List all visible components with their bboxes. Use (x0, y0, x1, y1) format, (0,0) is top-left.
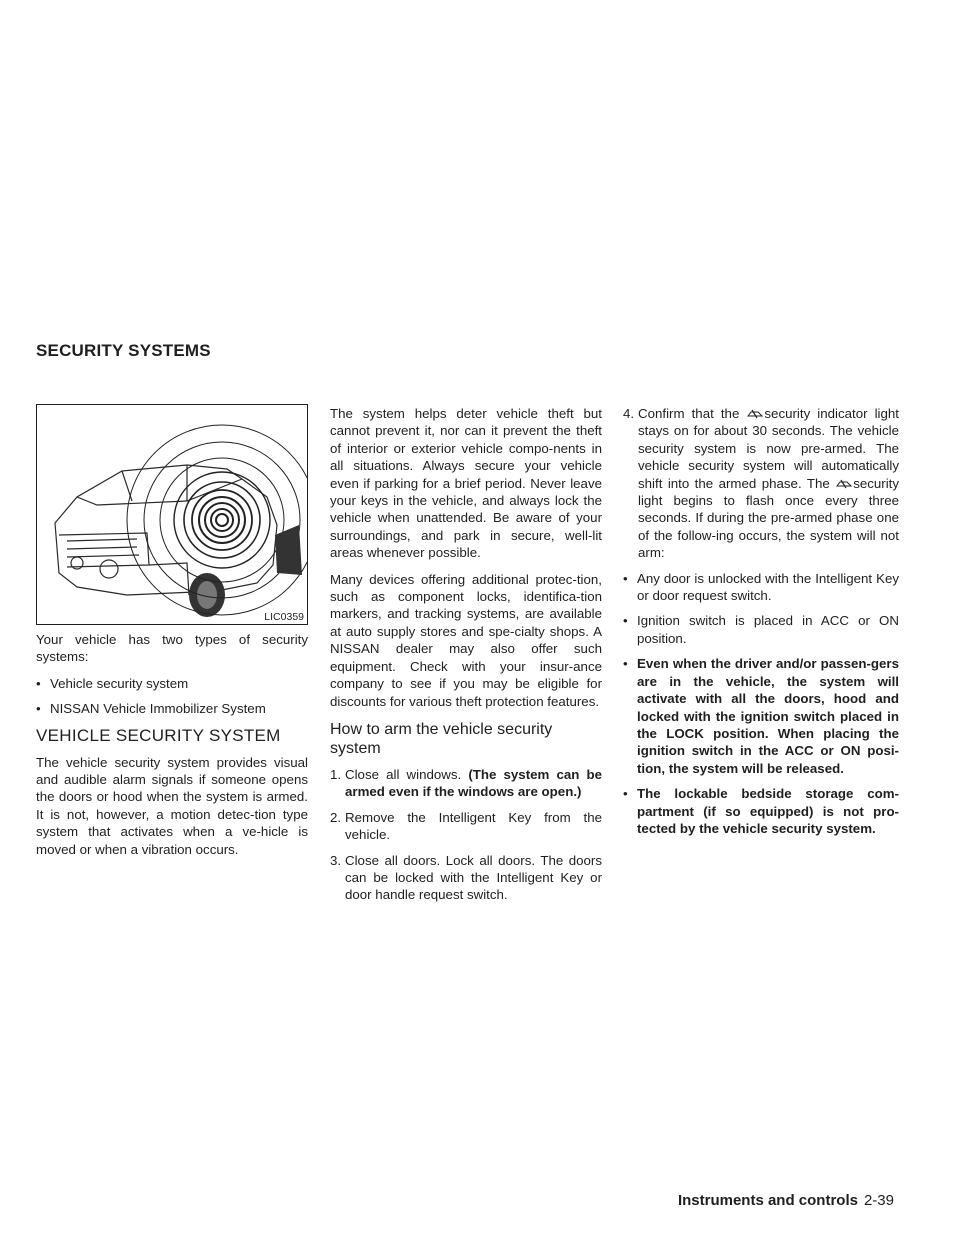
column-3 (623, 405, 899, 845)
list-item: • The lockable bedside storage com-partment (if so equipped) is not pro-tected by the vehicle security system. (623, 786, 899, 836)
arming-steps-continued (623, 405, 899, 562)
intro-text: Your vehicle has two types of security systems: (36, 632, 308, 665)
page-number: 2-39 (863, 1192, 894, 1209)
vehicle-illustration (37, 405, 307, 624)
section-title: SECURITY SYSTEMS (36, 341, 211, 360)
figure-label: LIC0359 (264, 611, 304, 623)
vehicle-security-paragraph: The vehicle security system provides visual and audible alarm signals if someone opens the doors or hood when the system is armed. It is not, however, a motion detec-tion type system that activates when a ve-hicle is moved or when a vibration occurs. (36, 754, 308, 857)
how-to-arm-heading: How to arm the vehicle security system (330, 720, 553, 757)
security-types-list (36, 675, 308, 718)
security-indicator-icon (746, 409, 764, 419)
column-2 (330, 405, 602, 912)
list-item: 3. Close all doors. Lock all doors. The doors can be locked with the Intelligent Key or door handle request switch. (330, 852, 602, 903)
list-item: 2. Remove the Intelligent Key from the vehicle. (330, 809, 602, 843)
list-item: • NISSAN Vehicle Immobilizer System (36, 701, 266, 717)
page-footer (678, 1192, 894, 1209)
list-item: • Ignition switch is placed in ACC or ON position. (623, 613, 899, 646)
list-item: • Vehicle security system (36, 675, 189, 691)
security-indicator-icon (835, 479, 853, 489)
arming-exceptions-list (623, 570, 899, 838)
list-item: 1. Close all windows. (The system can be armed even if the windows are open.) (330, 766, 602, 800)
protection-devices-paragraph: Many devices offering additional protec-tion, such as component locks, identifica-tion markers, and tracking systems, are available at auto supply stores and spe-cialty shops. A NISSAN dealer may also offer such equipment. Check with your insur-ance company to see if you may be eligible for discounts for various theft protection features. (330, 571, 602, 709)
list-item: • Any door is unlocked with the Intelligent Key or door request switch. (623, 570, 899, 604)
chapter-title: Instruments and controls (677, 1192, 858, 1209)
column-1 (36, 404, 308, 867)
arming-steps (330, 766, 602, 904)
list-item: • Even when the driver and/or passen-gers are in the vehicle, the system will activate with all the doors, hood and locked with the ignition switch placed in the LOCK position. When placing the ignition switch in the ACC or ON posi-tion, the system will be released. (623, 656, 899, 776)
vehicle-security-figure (36, 404, 308, 625)
deterrence-paragraph: The system helps deter vehicle theft but cannot prevent it, nor can it prevent the theft of interior or exterior vehicle compo-nents in all situations. Always secure your vehicle even if parking for a brief period. Never leave your keys in the vehicle, and always lock the vehicle when unattended. Be aware of your surroundings, and park in secure, well-lit areas whenever possible. (330, 406, 602, 561)
vehicle-security-heading: VEHICLE SECURITY SYSTEM (36, 725, 281, 745)
list-item: 4. Confirm that the security indicator light stays on for about 30 seconds. The vehicle security system is now pre-armed. The vehicle security system will automatically shift into the armed phase. The security light begins to flash once every three seconds. If during the pre-armed phase one of the follow-ing occurs, the system will not arm: (623, 406, 899, 561)
